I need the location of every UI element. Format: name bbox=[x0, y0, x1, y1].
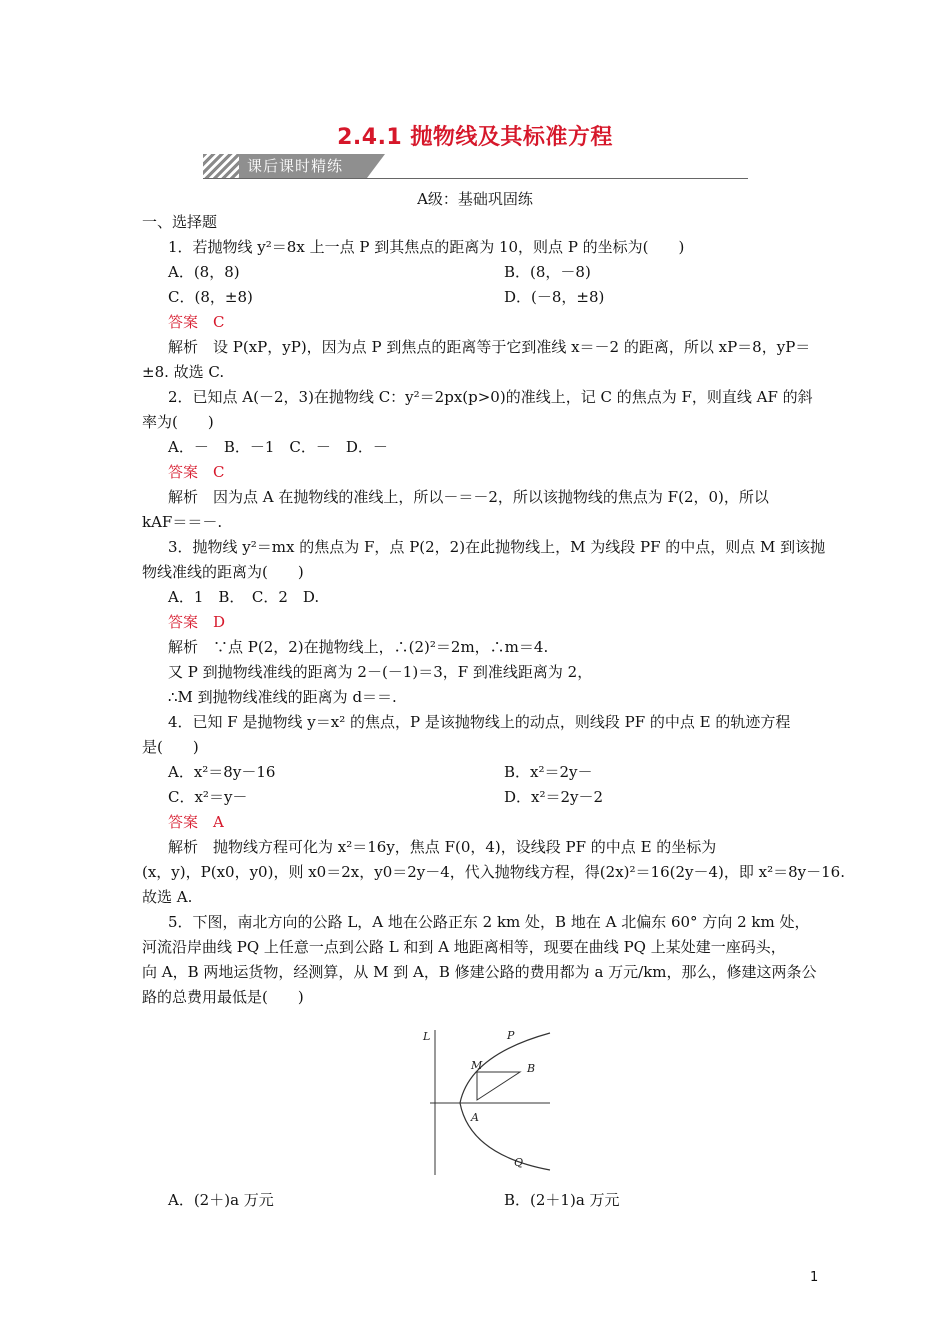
question-1: 1．若抛物线 y²＝8x 上一点 P 到其焦点的距离为 10，则点 P 的坐标为( ) bbox=[168, 238, 685, 256]
question-2-cont: 率为( ) bbox=[142, 413, 214, 431]
option-a: A．(8，8) bbox=[168, 263, 240, 281]
answer: 答案 C bbox=[168, 313, 225, 331]
option-a: A．x²＝8y－16 bbox=[168, 763, 276, 781]
analysis-cont: kAF＝＝－. bbox=[142, 513, 223, 531]
options-inline: A．1 B． C．2 D. bbox=[168, 588, 320, 606]
analysis-cont: ±8. 故选 C. bbox=[142, 363, 225, 381]
question-5: 5．下图，南北方向的公路 L，A 地在公路正东 2 km 处，B 地在 A 北偏东 60° 方向 2 km 处， bbox=[168, 913, 810, 931]
options-inline: A．－ B．－1 C．－ D．－ bbox=[168, 438, 388, 456]
answer: 答案 C bbox=[168, 463, 225, 481]
option-b: B．(8，－8) bbox=[504, 263, 591, 281]
parabola-figure bbox=[415, 1025, 565, 1185]
option-b: B．(2＋1)a 万元 bbox=[504, 1191, 620, 1209]
label-a: A bbox=[471, 1111, 479, 1124]
label-p: P bbox=[507, 1029, 515, 1042]
analysis-cont: ∴M 到抛物线准线的距离为 d＝＝. bbox=[168, 688, 397, 706]
banner-tail bbox=[367, 154, 385, 178]
answer: 答案 D bbox=[168, 613, 226, 631]
question-4: 4．已知 F 是抛物线 y＝x² 的焦点，P 是该抛物线上的动点，则线段 PF 的中点 E 的轨迹方程 bbox=[168, 713, 791, 731]
label-b: B bbox=[527, 1062, 536, 1075]
option-d: D．(－8，±8) bbox=[504, 288, 605, 306]
parabola-curve bbox=[460, 1033, 550, 1170]
option-b: B．x²＝2y－ bbox=[504, 763, 593, 781]
question-5-cont: 向 A，B 两地运货物，经测算，从 M 到 A，B 修建公路的费用都为 a 万元/km，那么，修建这两条公 bbox=[142, 963, 817, 981]
question-5-cont: 路的总费用最低是( ) bbox=[142, 988, 304, 1006]
analysis: 解析 ∵点 P(2，2)在抛物线上，∴(2)²＝2m，∴m＝4. bbox=[168, 638, 549, 656]
option-d: D．x²＝2y－2 bbox=[504, 788, 604, 806]
analysis-cont: (x，y)，P(x0，y0)，则 x0＝2x，y0＝2y－4，代入抛物线方程，得(2x)²＝16(2y－4)，即 x²＝8y－16. bbox=[142, 863, 845, 881]
question-2: 2．已知点 A(－2，3)在抛物线 C：y²＝2px(p>0)的准线上，记 C 的焦点为 F，则直线 AF 的斜 bbox=[168, 388, 813, 406]
section-banner bbox=[203, 154, 748, 180]
section-heading: 一、选择题 bbox=[142, 213, 218, 231]
label-l: L bbox=[423, 1030, 431, 1043]
option-c: C．x²＝y－ bbox=[168, 788, 248, 806]
banner-rule bbox=[203, 178, 748, 179]
label-q: Q bbox=[514, 1156, 524, 1169]
answer: 答案 A bbox=[168, 813, 224, 831]
question-3: 3．抛物线 y²＝mx 的焦点为 F，点 P(2，2)在此抛物线上，M 为线段 PF 的中点，则点 M 到该抛 bbox=[168, 538, 826, 556]
page-number: 1 bbox=[810, 1270, 819, 1285]
banner-stripes bbox=[203, 154, 239, 178]
label-m: M bbox=[471, 1059, 483, 1072]
path-mab bbox=[477, 1072, 520, 1100]
banner-label: 课后课时精练 bbox=[239, 154, 367, 178]
analysis-cont: 又 P 到抛物线准线的距离为 2－(－1)＝3，F 到准线距离为 2， bbox=[168, 663, 593, 681]
level-heading: A级：基础巩固练 bbox=[417, 190, 533, 208]
analysis: 解析 设 P(xP，yP)，因为点 P 到焦点的距离等于它到准线 x＝－2 的距离，所以 xP＝8，yP＝ bbox=[168, 338, 811, 356]
question-3-cont: 物线准线的距离为( ) bbox=[142, 563, 304, 581]
question-4-cont: 是( ) bbox=[142, 738, 199, 756]
option-a: A．(2＋)a 万元 bbox=[168, 1191, 274, 1209]
option-c: C．(8，±8) bbox=[168, 288, 253, 306]
question-5-cont: 河流沿岸曲线 PQ 上任意一点到公路 L 和到 A 地距离相等，现要在曲线 PQ 上某处建一座码头， bbox=[142, 938, 786, 956]
analysis-cont: 故选 A. bbox=[142, 888, 193, 906]
page-title: 2.4.1 抛物线及其标准方程 bbox=[337, 125, 613, 150]
analysis: 解析 抛物线方程可化为 x²＝16y，焦点 F(0，4)，设线段 PF 的中点 E 的坐标为 bbox=[168, 838, 717, 856]
analysis: 解析 因为点 A 在抛物线的准线上，所以－＝－2，所以该抛物线的焦点为 F(2，0)，所以 bbox=[168, 488, 769, 506]
